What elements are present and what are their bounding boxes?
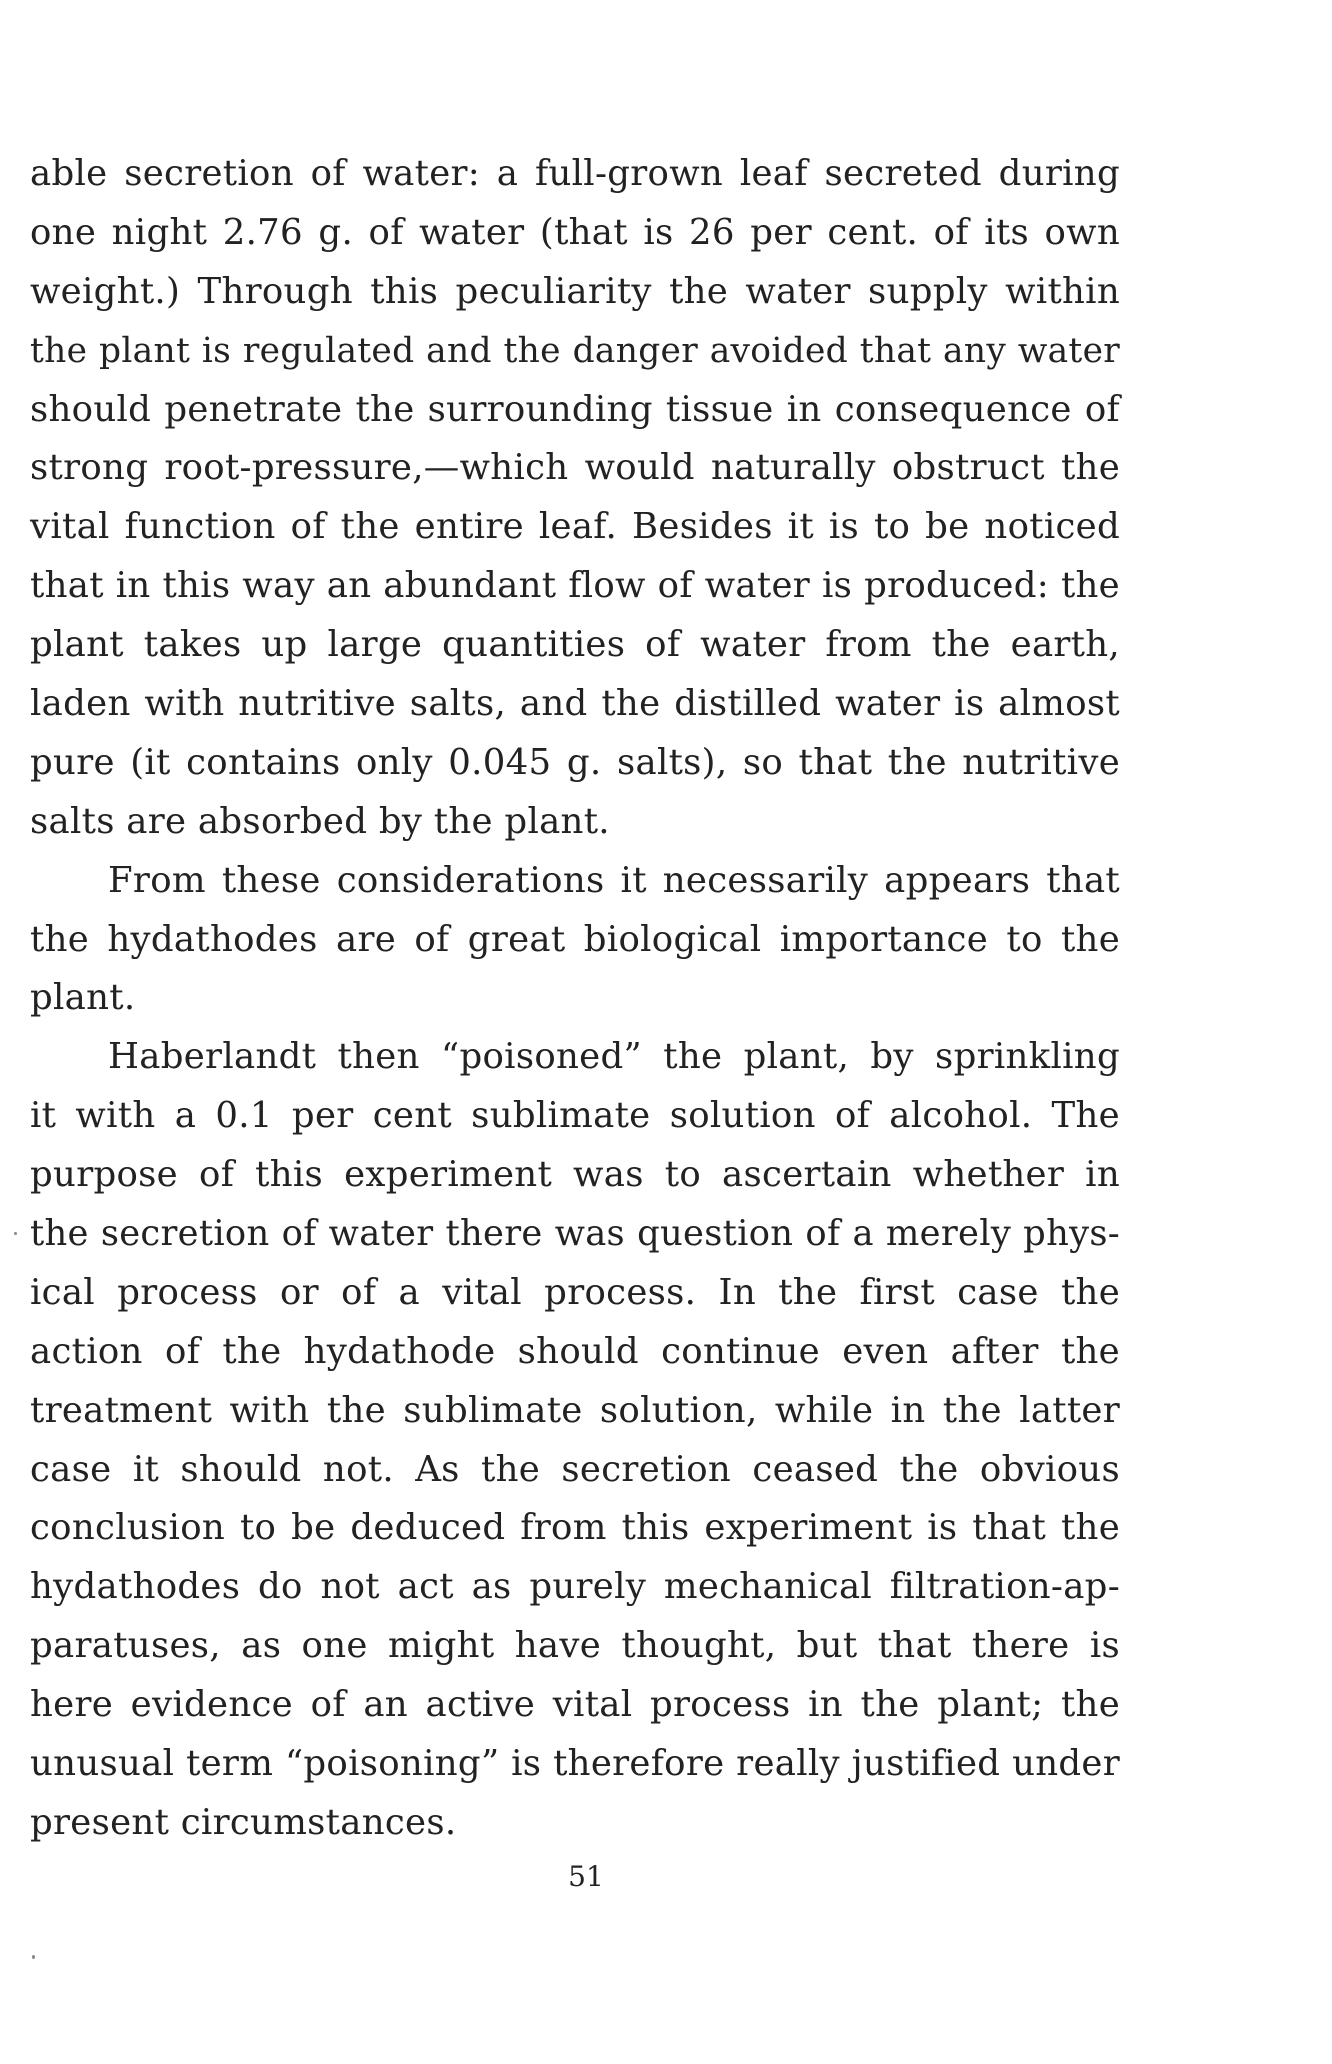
text-line: weight.) Through this peculiarity the water supply within bbox=[30, 270, 1120, 312]
text-line: vital function of the entire leaf. Besides it is to be noticed bbox=[30, 506, 1120, 548]
text-line: that in this way an abundant flow of water is produced: the bbox=[30, 565, 1120, 607]
text-line: conclusion to be deduced from this experiment is that the bbox=[30, 1507, 1120, 1549]
text-line: From these considerations it necessarily appears that bbox=[108, 859, 1120, 901]
scan-speck bbox=[32, 1955, 35, 1959]
text-line: present circumstances. bbox=[30, 1801, 457, 1843]
text-line: unusual term “poisoning” is therefore really justified under bbox=[30, 1743, 1120, 1785]
text-line: able secretion of water: a full-grown leaf secreted during bbox=[30, 153, 1120, 194]
text-line: salts are absorbed by the plant. bbox=[30, 800, 610, 842]
text-line: action of the hydathode should continue even after the bbox=[30, 1330, 1120, 1372]
text-line: treatment with the sublimate solution, while in the latter bbox=[30, 1389, 1120, 1431]
text-line: laden with nutritive salts, and the distilled water is almost bbox=[30, 683, 1120, 725]
text-line: should penetrate the surrounding tissue in consequence of bbox=[30, 388, 1120, 430]
text-line: Haberlandt then “poisoned” the plant, by sprinkling bbox=[108, 1036, 1120, 1078]
text-line: plant. bbox=[30, 977, 136, 1019]
text-line: pure (it contains only 0.045 g. salts), so that the nutritive bbox=[30, 741, 1120, 783]
text-line: one night 2.76 g. of water (that is 26 per cent. of its own bbox=[30, 211, 1120, 253]
text-line: the plant is regulated and the danger avoided that any water bbox=[30, 330, 1120, 371]
text-line: the secretion of water there was question of a merely phys- bbox=[30, 1213, 1120, 1255]
text-line: hydathodes do not act as purely mechanical filtration-ap- bbox=[30, 1566, 1120, 1608]
text-line: ical process or of a vital process. In the first case the bbox=[30, 1271, 1120, 1313]
text-line: the hydathodes are of great biological importance to the bbox=[30, 918, 1120, 960]
text-line: plant takes up large quantities of water from the earth, bbox=[30, 624, 1120, 666]
page-number: 51 bbox=[568, 1860, 604, 1893]
text-line: it with a 0.1 per cent sublimate solution of alcohol. The bbox=[30, 1095, 1120, 1137]
body-text bbox=[30, 145, 1120, 1853]
scan-speck bbox=[14, 1232, 17, 1235]
text-line: purpose of this experiment was to ascertain whether in bbox=[30, 1154, 1120, 1196]
text-line: strong root-pressure,—which would naturally obstruct the bbox=[30, 447, 1120, 489]
text-line: case it should not. As the secretion ceased the obvious bbox=[30, 1448, 1120, 1490]
text-line: paratuses, as one might have thought, but that there is bbox=[30, 1625, 1120, 1667]
text-line: here evidence of an active vital process in the plant; the bbox=[30, 1684, 1120, 1726]
